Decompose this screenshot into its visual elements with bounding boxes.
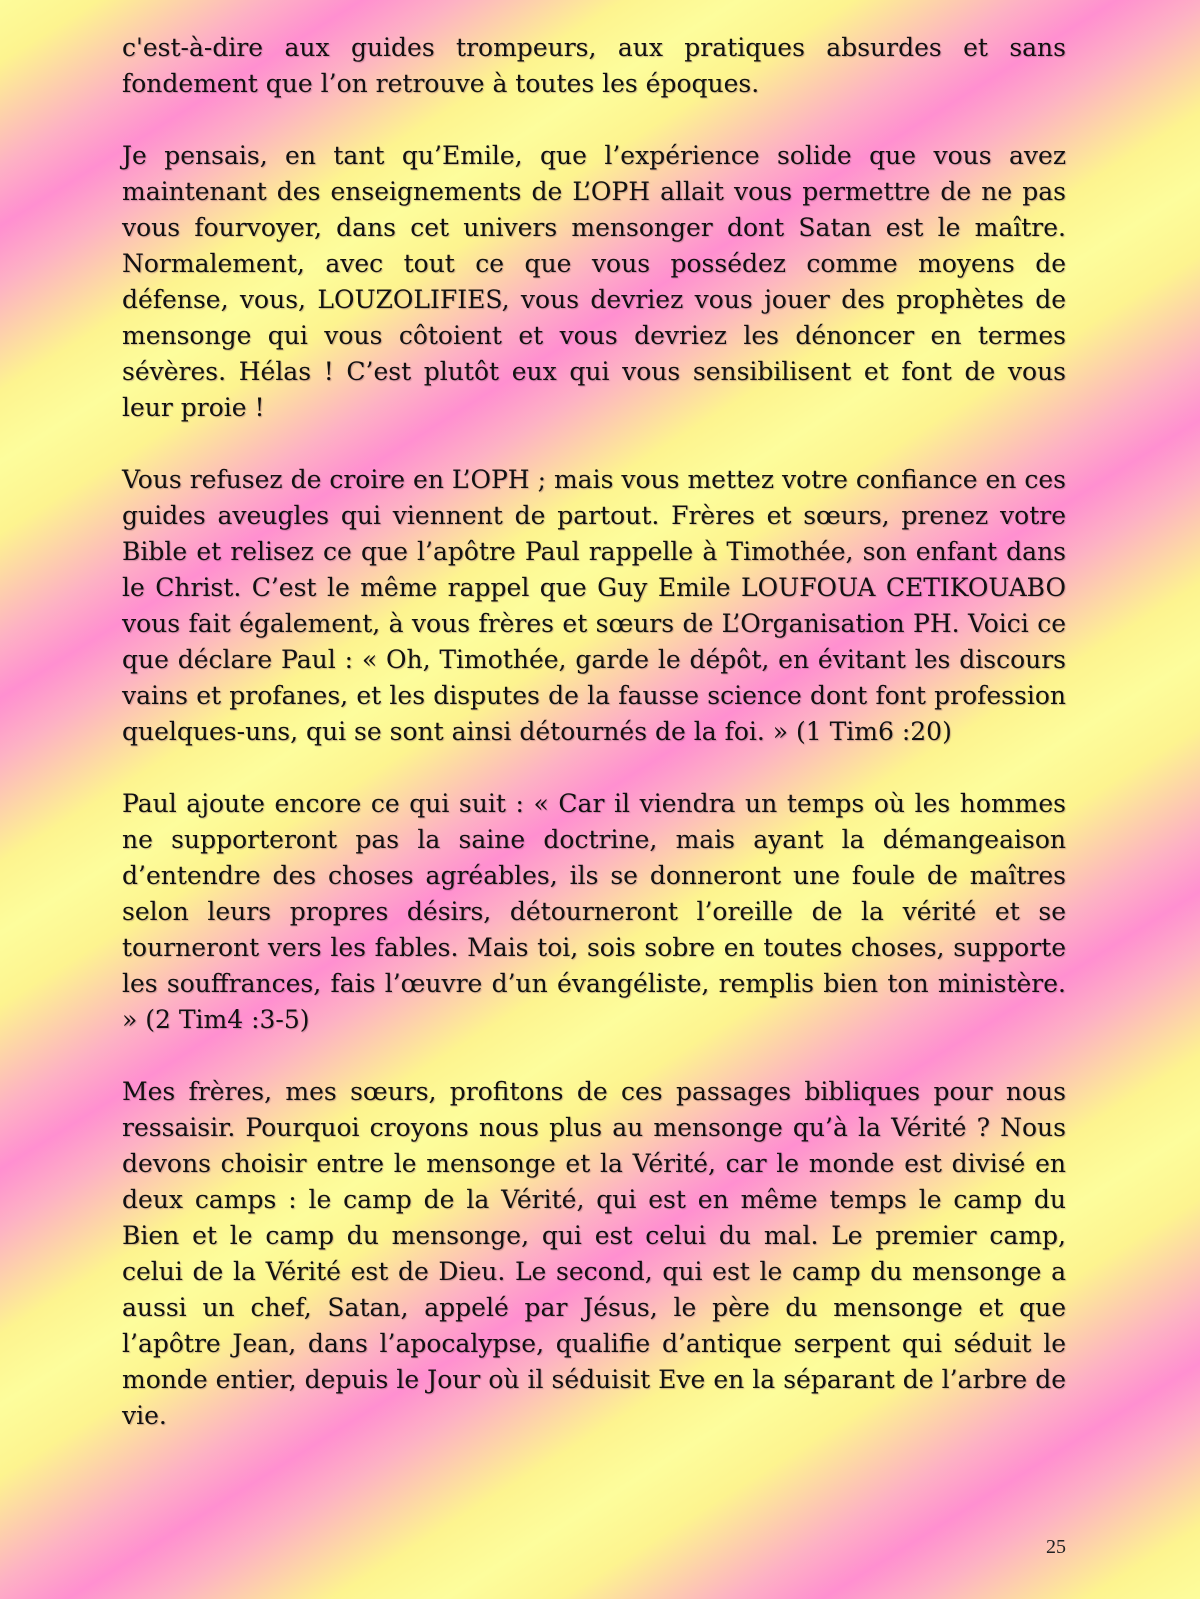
page-number: 25 [1046, 1536, 1066, 1558]
paragraph-1: c'est-à-dire aux guides trompeurs, aux pratiques absurdes et sans fondement que l’on retrouve à toutes les époques. [122, 33, 1066, 98]
paragraph-5: Mes frères, mes sœurs, profitons de ces passages bibliques pour nous ressaisir. Pourquoi croyons nous plus au mensonge qu’à la Vérité ? Nous devons choisir entre le mensonge et la Vérité, car le monde est divisé en deux camps : le camp de la Vérité, qui est en même temps le camp du Bien et le camp du mensonge, qui est celui du mal. Le premier camp, celui de la Vérité est de Dieu. Le second, qui est le camp du mensonge a aussi un chef, Satan, appelé par Jésus, le père du mensonge et que l’apôtre Jean, dans l’apocalypse, qualifie d’antique serpent qui séduit le monde entier, depuis le Jour où il séduisit Eve en la séparant de l’arbre de vie. [122, 1077, 1066, 1430]
document-body [122, 30, 1066, 1470]
paragraph-3: Vous refusez de croire en L’OPH ; mais vous mettez votre confiance en ces guides aveugles qui viennent de partout. Frères et sœurs, prenez votre Bible et relisez ce que l’apôtre Paul rappelle à Timothée, son enfant dans le Christ. C’est le même rappel que Guy Emile LOUFOUA CETIKOUABO vous fait également, à vous frères et sœurs de L’Organisation PH. Voici ce que déclare Paul : « Oh, Timothée, garde le dépôt, en évitant les discours vains et profanes, et les disputes de la fausse science dont font profession quelques-uns, qui se sont ainsi détournés de la foi. » (1 Tim6 :20) [122, 465, 1066, 746]
paragraph-4: Paul ajoute encore ce qui suit : « Car il viendra un temps où les hommes ne supporteront pas la saine doctrine, mais ayant la démangeaison d’entendre des choses agréables, ils se donneront une foule de maîtres selon leurs propres désirs, détourneront l’oreille de la vérité et se tourneront vers les fables. Mais toi, sois sobre en toutes choses, supporte les souffrances, fais l’œuvre d’un évangéliste, remplis bien ton ministère. » (2 Tim4 :3-5) [122, 789, 1066, 1034]
paragraph-2: Je pensais, en tant qu’Emile, que l’expérience solide que vous avez maintenant des enseignements de L’OPH allait vous permettre de ne pas vous fourvoyer, dans cet univers mensonger dont Satan est le maître. Normalement, avec tout ce que vous possédez comme moyens de défense, vous, LOUZOLIFIES, vous devriez vous jouer des prophètes de mensonge qui vous côtoient et vous devriez les dénoncer en termes sévères. Hélas ! C’est plutôt eux qui vous sensibilisent et font de vous leur proie ! [122, 141, 1066, 422]
